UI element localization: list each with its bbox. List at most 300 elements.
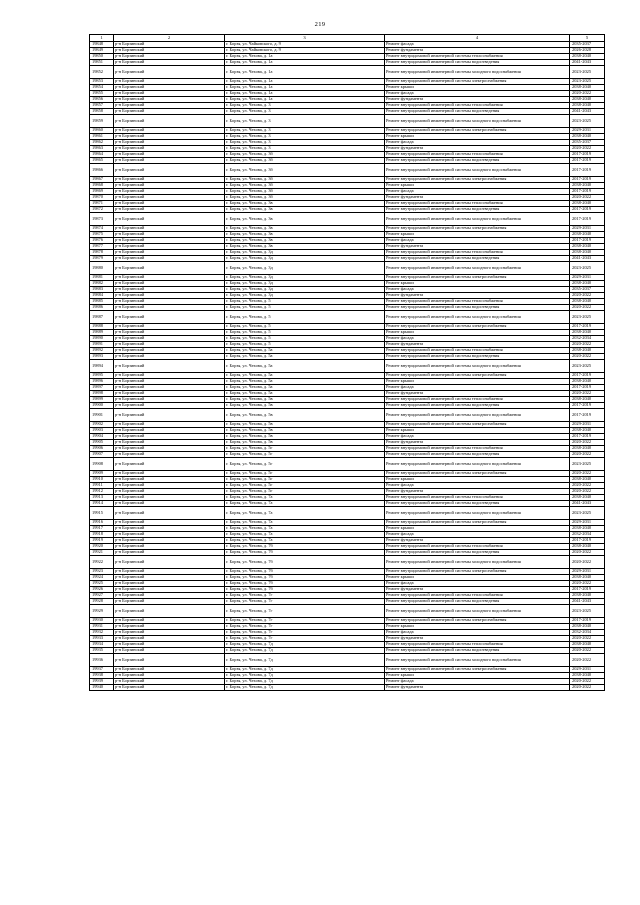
row-number: 19898 <box>90 391 114 397</box>
period-cell: 2023-2025 <box>570 605 605 618</box>
district-cell: р-н Борзинский <box>114 605 225 618</box>
column-header: 3 <box>225 35 385 42</box>
address-cell: г. Борзя, ул. Чехова, д. 5а <box>225 385 385 391</box>
work-type-cell: Ремонт внутридомовой инженерной системы холодного водоснабжения <box>385 507 570 520</box>
district-cell: р-н Борзинский <box>114 556 225 569</box>
period-cell: 2023-2025 <box>570 262 605 275</box>
address-cell: г. Борзя, ул. Чехова, д. 3 <box>225 134 385 140</box>
district-cell: р-н Борзинский <box>114 446 225 452</box>
district-cell: р-н Борзинский <box>114 538 225 544</box>
district-cell: р-н Борзинский <box>114 213 225 226</box>
row-number: 19881 <box>90 275 114 281</box>
district-cell: р-н Борзинский <box>114 618 225 624</box>
period-cell: 2035-2037 <box>570 140 605 146</box>
address-cell: г. Борзя, ул. Чехова, д. 7г <box>225 618 385 624</box>
address-cell: г. Борзя, ул. Чехова, д. 3б <box>225 152 385 158</box>
period-cell: 2023-2025 <box>570 458 605 471</box>
address-cell: г. Борзя, ул. Чехова, д. 5г <box>225 483 385 489</box>
district-cell: р-н Борзинский <box>114 342 225 348</box>
period-cell: 2017-2019 <box>570 587 605 593</box>
row-number: 19848 <box>90 42 114 48</box>
row-number: 19867 <box>90 177 114 183</box>
period-cell: 2020-2022 <box>570 648 605 654</box>
address-cell: г. Борзя, ул. Чехова, д. 3 <box>225 103 385 109</box>
row-number: 19929 <box>90 605 114 618</box>
district-cell: р-н Борзинский <box>114 648 225 654</box>
address-cell: г. Борзя, ул. Чехова, д. 3д <box>225 281 385 287</box>
work-type-cell: Ремонт крыши <box>385 183 570 189</box>
row-number: 19896 <box>90 379 114 385</box>
work-type-cell: Ремонт фасада <box>385 238 570 244</box>
period-cell: 2038-2040 <box>570 244 605 250</box>
address-cell: г. Борзя, ул. Чехова, д. 3д <box>225 250 385 256</box>
row-number: 19879 <box>90 256 114 262</box>
row-number: 19886 <box>90 305 114 311</box>
row-number: 19928 <box>90 599 114 605</box>
district-cell: р-н Борзинский <box>114 115 225 128</box>
row-number: 19924 <box>90 575 114 581</box>
district-cell: р-н Борзинский <box>114 109 225 115</box>
district-cell: р-н Борзинский <box>114 293 225 299</box>
row-number: 19887 <box>90 311 114 324</box>
work-type-cell: Ремонт внутридомовой инженерной системы холодного водоснабжения <box>385 458 570 471</box>
address-cell: г. Борзя, ул. Чехова, д. 7а <box>225 538 385 544</box>
period-cell: 2038-2040 <box>570 673 605 679</box>
row-number: 19931 <box>90 624 114 630</box>
address-cell: г. Борзя, ул. Чехова, д. 3б <box>225 164 385 177</box>
row-number: 19936 <box>90 654 114 667</box>
period-cell: 2020-2022 <box>570 293 605 299</box>
address-cell: г. Борзя, ул. Чехова, д. 7б <box>225 581 385 587</box>
work-type-cell: Ремонт внутридомовой инженерной системы теплоснабжения <box>385 103 570 109</box>
work-type-cell: Ремонт фундамента <box>385 440 570 446</box>
district-cell: р-н Борзинский <box>114 428 225 434</box>
row-number: 19871 <box>90 201 114 207</box>
address-cell: г. Борзя, ул. Чехова, д. 3б <box>225 195 385 201</box>
district-cell: р-н Борзинский <box>114 164 225 177</box>
work-type-cell: Ремонт внутридомовой инженерной системы холодного водоснабжения <box>385 311 570 324</box>
work-type-cell: Ремонт внутридомовой инженерной системы электроснабжения <box>385 128 570 134</box>
period-cell: 2038-2040 <box>570 575 605 581</box>
work-type-cell: Ремонт внутридомовой инженерной системы водоотведения <box>385 648 570 654</box>
work-type-cell: Ремонт внутридомовой инженерной системы холодного водоснабжения <box>385 262 570 275</box>
district-cell: р-н Борзинский <box>114 409 225 422</box>
district-cell: р-н Борзинский <box>114 91 225 97</box>
work-type-cell: Ремонт внутридомовой инженерной системы электроснабжения <box>385 226 570 232</box>
work-type-cell: Ремонт фасада <box>385 336 570 342</box>
address-cell: г. Борзя, ул. Чайковского, д. 9 <box>225 48 385 54</box>
address-cell: г. Борзя, ул. Чехова, д. 3в <box>225 244 385 250</box>
work-type-cell: Ремонт фасада <box>385 42 570 48</box>
work-type-cell: Ремонт внутридомовой инженерной системы электроснабжения <box>385 471 570 477</box>
district-cell: р-н Борзинский <box>114 685 225 691</box>
work-type-cell: Ремонт фундамента <box>385 685 570 691</box>
district-cell: р-н Борзинский <box>114 667 225 673</box>
row-number: 19914 <box>90 501 114 507</box>
work-type-cell: Ремонт внутридомовой инженерной системы теплоснабжения <box>385 544 570 550</box>
district-cell: р-н Борзинский <box>114 232 225 238</box>
column-header: 4 <box>385 35 570 42</box>
period-cell: 2017-2019 <box>570 434 605 440</box>
row-number: 19895 <box>90 373 114 379</box>
table-row <box>90 115 605 128</box>
row-number: 19872 <box>90 207 114 213</box>
district-cell: р-н Борзинский <box>114 42 225 48</box>
period-cell: 2035-2037 <box>570 42 605 48</box>
period-cell: 2017-2019 <box>570 238 605 244</box>
row-number: 19909 <box>90 471 114 477</box>
work-type-cell: Ремонт крыши <box>385 85 570 91</box>
period-cell: 2038-2040 <box>570 134 605 140</box>
work-type-cell: Ремонт внутридомовой инженерной системы водоотведения <box>385 354 570 360</box>
row-number: 19897 <box>90 385 114 391</box>
address-cell: г. Борзя, ул. Чехова, д. 7д <box>225 648 385 654</box>
row-number: 19926 <box>90 587 114 593</box>
district-cell: р-н Борзинский <box>114 281 225 287</box>
work-type-cell: Ремонт внутридомовой инженерной системы водоотведения <box>385 550 570 556</box>
district-cell: р-н Борзинский <box>114 177 225 183</box>
district-cell: р-н Борзинский <box>114 434 225 440</box>
work-type-cell: Ремонт фасада <box>385 287 570 293</box>
work-type-cell: Ремонт внутридомовой инженерной системы холодного водоснабжения <box>385 654 570 667</box>
work-type-cell: Ремонт внутридомовой инженерной системы холодного водоснабжения <box>385 360 570 373</box>
address-cell: г. Борзя, ул. Чехова, д. 3в <box>225 213 385 226</box>
row-number: 19853 <box>90 79 114 85</box>
work-type-cell: Ремонт внутридомовой инженерной системы электроснабжения <box>385 422 570 428</box>
district-cell: р-н Борзинский <box>114 201 225 207</box>
work-type-cell: Ремонт внутридомовой инженерной системы теплоснабжения <box>385 495 570 501</box>
address-cell: г. Борзя, ул. Чехова, д. 5г <box>225 458 385 471</box>
row-number: 19893 <box>90 354 114 360</box>
work-type-cell: Ремонт фундамента <box>385 489 570 495</box>
work-type-cell: Ремонт внутридомовой инженерной системы электроснабжения <box>385 618 570 624</box>
row-number: 19866 <box>90 164 114 177</box>
work-type-cell: Ремонт фундамента <box>385 97 570 103</box>
table-row <box>90 605 605 618</box>
work-type-cell: Ремонт внутридомовой инженерной системы электроснабжения <box>385 324 570 330</box>
work-type-cell: Ремонт внутридомовой инженерной системы водоотведения <box>385 207 570 213</box>
table-row <box>90 213 605 226</box>
work-type-cell: Ремонт фундамента <box>385 48 570 54</box>
row-number: 19919 <box>90 538 114 544</box>
row-number: 19922 <box>90 556 114 569</box>
district-cell: р-н Борзинский <box>114 311 225 324</box>
table-row <box>90 360 605 373</box>
row-number: 19940 <box>90 685 114 691</box>
address-cell: г. Борзя, ул. Чехова, д. 7г <box>225 630 385 636</box>
row-number: 19883 <box>90 287 114 293</box>
row-number: 19934 <box>90 642 114 648</box>
address-cell: г. Борзя, ул. Чехова, д. 5 <box>225 305 385 311</box>
district-cell: р-н Борзинский <box>114 85 225 91</box>
row-number: 19873 <box>90 213 114 226</box>
period-cell: 2038-2040 <box>570 397 605 403</box>
table-row <box>90 66 605 79</box>
address-cell: г. Борзя, ул. Чехова, д. 7а <box>225 526 385 532</box>
row-number: 19904 <box>90 434 114 440</box>
district-cell: р-н Борзинский <box>114 275 225 281</box>
period-cell: 2029-2031 <box>570 667 605 673</box>
row-number: 19882 <box>90 281 114 287</box>
row-number: 19899 <box>90 397 114 403</box>
address-cell: г. Борзя, ул. Чехова, д. 5г <box>225 471 385 477</box>
address-cell: г. Борзя, ул. Чехова, д. 5в <box>225 440 385 446</box>
work-type-cell: Ремонт фундамента <box>385 195 570 201</box>
address-cell: г. Борзя, ул. Чехова, д. 1а <box>225 60 385 66</box>
work-type-cell: Ремонт внутридомовой инженерной системы теплоснабжения <box>385 446 570 452</box>
work-type-cell: Ремонт внутридомовой инженерной системы электроснабжения <box>385 569 570 575</box>
row-number: 19864 <box>90 152 114 158</box>
work-type-cell: Ремонт внутридомовой инженерной системы холодного водоснабжения <box>385 164 570 177</box>
period-cell: 2029-2031 <box>570 128 605 134</box>
period-cell: 2017-2019 <box>570 189 605 195</box>
address-cell: г. Борзя, ул. Чехова, д. 5в <box>225 409 385 422</box>
period-cell: 2020-2022 <box>570 556 605 569</box>
period-cell: 2023-2025 <box>570 311 605 324</box>
row-number: 19907 <box>90 452 114 458</box>
work-type-cell: Ремонт внутридомовой инженерной системы водоотведения <box>385 60 570 66</box>
address-cell: г. Борзя, ул. Чехова, д. 5 <box>225 336 385 342</box>
district-cell: р-н Борзинский <box>114 195 225 201</box>
header-row <box>90 35 605 42</box>
period-cell: 2029-2031 <box>570 226 605 232</box>
period-cell: 2041-2043 <box>570 60 605 66</box>
work-type-cell: Ремонт внутридомовой инженерной системы теплоснабжения <box>385 201 570 207</box>
table-row <box>90 507 605 520</box>
row-number: 19894 <box>90 360 114 373</box>
row-number: 19927 <box>90 593 114 599</box>
row-number: 19910 <box>90 477 114 483</box>
work-type-cell: Ремонт внутридомовой инженерной системы теплоснабжения <box>385 348 570 354</box>
table-row <box>90 164 605 177</box>
row-number: 19891 <box>90 342 114 348</box>
work-type-cell: Ремонт внутридомовой инженерной системы теплоснабжения <box>385 593 570 599</box>
period-cell: 2038-2040 <box>570 593 605 599</box>
address-cell: г. Борзя, ул. Чехова, д. 3 <box>225 128 385 134</box>
period-cell: 2029-2031 <box>570 520 605 526</box>
period-cell: 2017-2019 <box>570 324 605 330</box>
table-body <box>90 42 605 691</box>
district-cell: р-н Борзинский <box>114 97 225 103</box>
period-cell: 2017-2019 <box>570 177 605 183</box>
district-cell: р-н Борзинский <box>114 140 225 146</box>
period-cell: 2041-2043 <box>570 501 605 507</box>
row-number: 19917 <box>90 526 114 532</box>
work-type-cell: Ремонт внутридомовой инженерной системы теплоснабжения <box>385 54 570 60</box>
address-cell: г. Борзя, ул. Чехова, д. 5а <box>225 354 385 360</box>
address-cell: г. Борзя, ул. Чехова, д. 5 <box>225 330 385 336</box>
period-cell: 2029-2031 <box>570 422 605 428</box>
work-type-cell: Ремонт внутридомовой инженерной системы теплоснабжения <box>385 152 570 158</box>
row-number: 19888 <box>90 324 114 330</box>
work-type-cell: Ремонт внутридомовой инженерной системы теплоснабжения <box>385 299 570 305</box>
address-cell: г. Борзя, ул. Чехова, д. 3д <box>225 287 385 293</box>
row-number: 19892 <box>90 348 114 354</box>
row-number: 19937 <box>90 667 114 673</box>
address-cell: г. Борзя, ул. Чехова, д. 5а <box>225 360 385 373</box>
row-number: 19930 <box>90 618 114 624</box>
district-cell: р-н Борзинский <box>114 391 225 397</box>
address-cell: г. Борзя, ул. Чехова, д. 5в <box>225 434 385 440</box>
row-number: 19852 <box>90 66 114 79</box>
row-number: 19938 <box>90 673 114 679</box>
district-cell: р-н Борзинский <box>114 305 225 311</box>
district-cell: р-н Борзинский <box>114 336 225 342</box>
address-cell: г. Борзя, ул. Чехова, д. 3б <box>225 189 385 195</box>
row-number: 19877 <box>90 244 114 250</box>
period-cell: 2041-2043 <box>570 599 605 605</box>
district-cell: р-н Борзинский <box>114 250 225 256</box>
address-cell: г. Борзя, ул. Чехова, д. 3в <box>225 207 385 213</box>
address-cell: г. Борзя, ул. Чехова, д. 5 <box>225 311 385 324</box>
period-cell: 2032-2034 <box>570 532 605 538</box>
district-cell: р-н Борзинский <box>114 471 225 477</box>
period-cell: 2020-2022 <box>570 483 605 489</box>
period-cell: 2020-2022 <box>570 550 605 556</box>
table-row <box>90 654 605 667</box>
row-number: 19920 <box>90 544 114 550</box>
district-cell: р-н Борзинский <box>114 654 225 667</box>
row-number: 19916 <box>90 520 114 526</box>
period-cell: 2017-2019 <box>570 152 605 158</box>
period-cell: 2017-2019 <box>570 213 605 226</box>
address-cell: г. Борзя, ул. Чехова, д. 3д <box>225 256 385 262</box>
work-type-cell: Ремонт внутридомовой инженерной системы холодного водоснабжения <box>385 66 570 79</box>
row-number: 19854 <box>90 85 114 91</box>
period-cell: 2020-2022 <box>570 581 605 587</box>
period-cell: 2038-2040 <box>570 642 605 648</box>
table-row <box>90 311 605 324</box>
address-cell: г. Борзя, ул. Чехова, д. 1а <box>225 85 385 91</box>
period-cell: 2038-2040 <box>570 544 605 550</box>
address-cell: г. Борзя, ул. Чехова, д. 7г <box>225 605 385 618</box>
period-cell: 2038-2040 <box>570 526 605 532</box>
period-cell: 2017-2019 <box>570 538 605 544</box>
district-cell: р-н Борзинский <box>114 354 225 360</box>
address-cell: г. Борзя, ул. Чехова, д. 7а <box>225 501 385 507</box>
work-type-cell: Ремонт крыши <box>385 281 570 287</box>
work-type-cell: Ремонт внутридомовой инженерной системы электроснабжения <box>385 79 570 85</box>
period-cell: 2020-2022 <box>570 452 605 458</box>
district-cell: р-н Борзинский <box>114 207 225 213</box>
address-cell: г. Борзя, ул. Чехова, д. 7д <box>225 679 385 685</box>
row-number: 19865 <box>90 158 114 164</box>
address-cell: г. Борзя, ул. Чехова, д. 3в <box>225 238 385 244</box>
row-number: 19851 <box>90 60 114 66</box>
row-number: 19861 <box>90 134 114 140</box>
address-cell: г. Борзя, ул. Чехова, д. 7г <box>225 599 385 605</box>
address-cell: г. Борзя, ул. Чехова, д. 5г <box>225 477 385 483</box>
address-cell: г. Борзя, ул. Чехова, д. 1а <box>225 79 385 85</box>
period-cell: 2038-2040 <box>570 232 605 238</box>
period-cell: 2020-2022 <box>570 685 605 691</box>
district-cell: р-н Борзинский <box>114 48 225 54</box>
district-cell: р-н Борзинский <box>114 226 225 232</box>
period-cell: 2020-2022 <box>570 342 605 348</box>
work-type-cell: Ремонт крыши <box>385 477 570 483</box>
work-type-cell: Ремонт внутридомовой инженерной системы водоотведения <box>385 158 570 164</box>
address-cell: г. Борзя, ул. Чехова, д. 1а <box>225 97 385 103</box>
row-number: 19857 <box>90 103 114 109</box>
row-number: 19850 <box>90 54 114 60</box>
district-cell: р-н Борзинский <box>114 569 225 575</box>
work-type-cell: Ремонт внутридомовой инженерной системы холодного водоснабжения <box>385 605 570 618</box>
period-cell: 2023-2025 <box>570 115 605 128</box>
row-number: 19890 <box>90 336 114 342</box>
row-number: 19863 <box>90 146 114 152</box>
row-number: 19860 <box>90 128 114 134</box>
district-cell: р-н Борзинский <box>114 501 225 507</box>
period-cell: 2017-2019 <box>570 158 605 164</box>
period-cell: 2020-2022 <box>570 146 605 152</box>
row-number: 19870 <box>90 195 114 201</box>
row-number: 19849 <box>90 48 114 54</box>
work-type-cell: Ремонт крыши <box>385 232 570 238</box>
period-cell: 2032-2034 <box>570 630 605 636</box>
address-cell: г. Борзя, ул. Чехова, д. 3 <box>225 146 385 152</box>
district-cell: р-н Борзинский <box>114 189 225 195</box>
district-cell: р-н Борзинский <box>114 397 225 403</box>
district-cell: р-н Борзинский <box>114 507 225 520</box>
work-type-cell: Ремонт фасада <box>385 679 570 685</box>
address-cell: г. Борзя, ул. Чехова, д. 3б <box>225 158 385 164</box>
row-number: 19876 <box>90 238 114 244</box>
address-cell: г. Борзя, ул. Чехова, д. 5г <box>225 489 385 495</box>
district-cell: р-н Борзинский <box>114 403 225 409</box>
address-cell: г. Борзя, ул. Чайковского, д. 9 <box>225 42 385 48</box>
period-cell: 2038-2040 <box>570 97 605 103</box>
row-number: 19906 <box>90 446 114 452</box>
period-cell: 2038-2040 <box>570 250 605 256</box>
row-number: 19884 <box>90 293 114 299</box>
work-type-cell: Ремонт внутридомовой инженерной системы водоотведения <box>385 403 570 409</box>
address-cell: г. Борзя, ул. Чехова, д. 7д <box>225 667 385 673</box>
district-cell: р-н Борзинский <box>114 452 225 458</box>
period-cell: 2020-2022 <box>570 679 605 685</box>
row-number: 19868 <box>90 183 114 189</box>
work-type-cell: Ремонт внутридомовой инженерной системы водоотведения <box>385 305 570 311</box>
district-cell: р-н Борзинский <box>114 256 225 262</box>
period-cell: 2038-2040 <box>570 281 605 287</box>
work-type-cell: Ремонт внутридомовой инженерной системы холодного водоснабжения <box>385 409 570 422</box>
period-cell: 2020-2022 <box>570 636 605 642</box>
row-number: 19921 <box>90 550 114 556</box>
work-type-cell: Ремонт внутридомовой инженерной системы теплоснабжения <box>385 397 570 403</box>
work-type-cell: Ремонт внутридомовой инженерной системы холодного водоснабжения <box>385 213 570 226</box>
period-cell: 2023-2025 <box>570 66 605 79</box>
table-row <box>90 458 605 471</box>
period-cell: 2020-2022 <box>570 91 605 97</box>
period-cell: 2017-2019 <box>570 385 605 391</box>
district-cell: р-н Борзинский <box>114 330 225 336</box>
district-cell: р-н Борзинский <box>114 636 225 642</box>
address-cell: г. Борзя, ул. Чехова, д. 7б <box>225 556 385 569</box>
district-cell: р-н Борзинский <box>114 238 225 244</box>
district-cell: р-н Борзинский <box>114 544 225 550</box>
district-cell: р-н Борзинский <box>114 134 225 140</box>
address-cell: г. Борзя, ул. Чехова, д. 3б <box>225 183 385 189</box>
work-type-cell: Ремонт внутридомовой инженерной системы электроснабжения <box>385 667 570 673</box>
period-cell: 2023-2025 <box>570 79 605 85</box>
address-cell: г. Борзя, ул. Чехова, д. 3 <box>225 109 385 115</box>
work-type-cell: Ремонт крыши <box>385 673 570 679</box>
district-cell: р-н Борзинский <box>114 103 225 109</box>
address-cell: г. Борзя, ул. Чехова, д. 3 <box>225 140 385 146</box>
period-cell: 2020-2022 <box>570 654 605 667</box>
period-cell: 2035-2037 <box>570 287 605 293</box>
district-cell: р-н Борзинский <box>114 550 225 556</box>
table-row <box>90 685 605 691</box>
